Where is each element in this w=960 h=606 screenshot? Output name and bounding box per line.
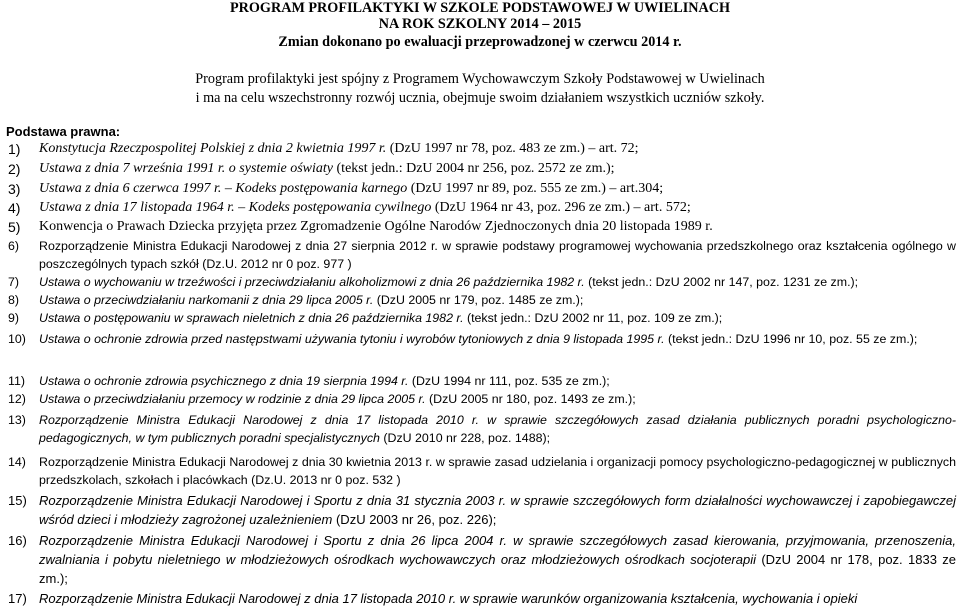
item-number: 7) bbox=[8, 275, 20, 289]
item-reference: (tekst jedn.: DzU 2002 nr 147, poz. 1231 ze zm.); bbox=[584, 275, 859, 289]
item-title: Konstytucja Rzeczpospolitej Polskiej z dnia 2 kwietnia 1997 r. bbox=[39, 141, 387, 156]
legal-item-10 bbox=[8, 330, 956, 348]
intro-line-1: Program profilaktyki jest spójny z Programem Wychowawczym Szkoły Podstawowej w Uwielinach bbox=[195, 71, 765, 87]
item-number: 5) bbox=[8, 219, 21, 235]
item-title: Rozporządzenie Ministra Edukacji Narodowej z dnia 17 listopada 2010 r. w sprawie warunków organizowania kształcenia, wychowania i opieki bbox=[39, 591, 858, 606]
item-reference: (DzU 2005 nr 179, poz. 1485 ze zm.); bbox=[373, 293, 584, 307]
legal-item-16 bbox=[8, 531, 956, 588]
item-reference: (DzU 2004 nr 178, poz. 1833 ze zm.); bbox=[39, 552, 956, 586]
item-number: 10) bbox=[8, 332, 26, 346]
item-title: Ustawa o ochronie zdrowia psychicznego z dnia 19 sierpnia 1994 r. bbox=[39, 374, 409, 388]
item-number: 15) bbox=[8, 493, 27, 508]
legal-item-8 bbox=[8, 291, 956, 309]
item-reference: (tekst jedn.: DzU 2002 nr 11, poz. 109 ze zm.); bbox=[463, 311, 723, 325]
legal-item-14 bbox=[8, 453, 956, 489]
legal-item-12 bbox=[8, 390, 956, 408]
legal-item-1 bbox=[8, 140, 956, 158]
item-title: Ustawa z dnia 17 listopada 1964 r. – Kodeks postępowania cywilnego bbox=[39, 200, 432, 215]
item-reference: (DzU 1964 nr 43, poz. 296 ze zm.) – art. 572; bbox=[431, 200, 691, 215]
item-title: Rozporządzenie Ministra Edukacji Narodowej i Sportu z dnia 31 stycznia 2003 r. w sprawie szczegółowych form działalności wychowawczej i zapobiegawczej wśród dzieci i młodzieży zagrożonej uzależnieniem bbox=[39, 493, 956, 527]
item-reference: (DzU 1997 nr 89, poz. 555 ze zm.) – art.304; bbox=[407, 181, 664, 196]
legal-item-15 bbox=[8, 491, 956, 529]
legal-item-5 bbox=[8, 218, 956, 236]
legal-basis-heading: Podstawa prawna: bbox=[6, 124, 121, 139]
item-reference: (DzU 1997 nr 78, poz. 483 ze zm.) – art. 72; bbox=[386, 141, 639, 156]
legal-item-3 bbox=[8, 180, 956, 198]
legal-item-7 bbox=[8, 273, 956, 291]
legal-item-4 bbox=[8, 199, 956, 217]
item-number: 11) bbox=[8, 374, 25, 388]
item-reference: Konwencja o Prawach Dziecka przyjęta przez Zgromadzenie Ogólne Narodów Zjednoczonych dnia 20 listopada 1989 r. bbox=[39, 219, 713, 234]
item-number: 4) bbox=[8, 200, 21, 216]
item-title: Rozporządzenie Ministra Edukacji Narodowej i Sportu z dnia 26 lipca 2004 r. w sprawie szczegółowych zasad kierowania, przyjmowania, przenoszenia, zwalniania i pobytu nieletniego w młodzieżowych ośrodkach wychowawczych oraz młodzieżowych ośrodkach socjoterapii bbox=[39, 533, 956, 567]
item-title: Ustawa o przeciwdziałaniu przemocy w rodzinie z dnia 29 lipca 2005 r. bbox=[39, 392, 426, 406]
item-reference: (DzU 2010 nr 228, poz. 1488); bbox=[379, 431, 551, 445]
legal-item-9 bbox=[8, 309, 956, 327]
item-number: 3) bbox=[8, 181, 21, 197]
revision-note: Zmian dokonano po ewaluacji przeprowadzonej w czerwcu 2014 r. bbox=[278, 34, 682, 50]
item-title: Ustawa z dnia 6 czerwca 1997 r. – Kodeks postępowania karnego bbox=[39, 181, 408, 196]
item-title: Ustawa o przeciwdziałaniu narkomanii z dnia 29 lipca 2005 r. bbox=[39, 293, 374, 307]
legal-item-2 bbox=[8, 160, 956, 178]
item-number: 1) bbox=[8, 141, 21, 157]
item-number: 8) bbox=[8, 293, 20, 307]
program-title: PROGRAM PROFILAKTYKI W SZKOLE PODSTAWOWEJ W UWIELINACH bbox=[229, 0, 731, 16]
legal-item-6 bbox=[8, 237, 956, 273]
legal-item-13 bbox=[8, 411, 956, 447]
item-reference: (tekst jedn.: DzU 1996 nr 10, poz. 55 ze zm.); bbox=[664, 332, 918, 346]
item-title: Ustawa o postępowaniu w sprawach nieletnich z dnia 26 października 1982 r. bbox=[39, 311, 464, 325]
item-number: 13) bbox=[8, 413, 26, 427]
school-year: NA ROK SZKOLNY 2014 – 2015 bbox=[378, 16, 582, 32]
item-title: Rozporządzenie Ministra Edukacji Narodowej z dnia 17 listopada 2010 r. w sprawie szczegółowych zasad działania publicznych poradni psychologiczno-pedagogicznych, w tym publicznych poradni specjalistycznych bbox=[39, 413, 956, 445]
item-title: Ustawa o wychowaniu w trzeźwości i przeciwdziałaniu alkoholizmowi z dnia 26 października 1982 r. bbox=[39, 275, 585, 289]
legal-item-11 bbox=[8, 372, 956, 390]
item-number: 16) bbox=[8, 533, 27, 548]
item-reference: (DzU 2005 nr 180, poz. 1493 ze zm.); bbox=[425, 392, 636, 406]
item-title: Ustawa o ochronie zdrowia przed następstwami używania tytoniu i wyrobów tytoniowych z dnia 9 listopada 1995 r. bbox=[39, 332, 665, 346]
item-reference: (DzU 2003 nr 26, poz. 226); bbox=[332, 512, 497, 527]
item-title: Ustawa z dnia 7 września 1991 r. o systemie oświaty bbox=[39, 161, 334, 176]
intro-line-2: i ma na celu wszechstronny rozwój ucznia, obejmuje swoim działaniem wszystkich uczniów szkoły. bbox=[195, 90, 765, 106]
legal-item-17 bbox=[8, 589, 956, 606]
item-reference: Rozporządzenie Ministra Edukacji Narodowej z dnia 30 kwietnia 2013 r. w sprawie zasad udzielania i organizacji pomocy psychologiczno-pedagogicznej w publicznych przedszkolach, szkołach i placówkach (Dz.U. 2013 nr 0 poz. 532 ) bbox=[39, 455, 956, 487]
item-reference: (tekst jedn.: DzU 2004 nr 256, poz. 2572 ze zm.); bbox=[333, 161, 615, 176]
item-number: 2) bbox=[8, 161, 21, 177]
item-number: 9) bbox=[8, 311, 20, 325]
item-reference: (DzU 1994 nr 111, poz. 535 ze zm.); bbox=[408, 374, 610, 388]
item-number: 12) bbox=[8, 392, 26, 406]
item-number: 14) bbox=[8, 455, 26, 469]
item-number: 17) bbox=[8, 591, 27, 606]
item-reference: Rozporządzenie Ministra Edukacji Narodowej z dnia 27 sierpnia 2012 r. w sprawie podstawy programowej wychowania przedszkolnego oraz kształcenia ogólnego w poszczególnych typach szkół (Dz.U. 2012 nr 0 poz. 977 ) bbox=[39, 239, 956, 271]
item-number: 6) bbox=[8, 239, 20, 253]
